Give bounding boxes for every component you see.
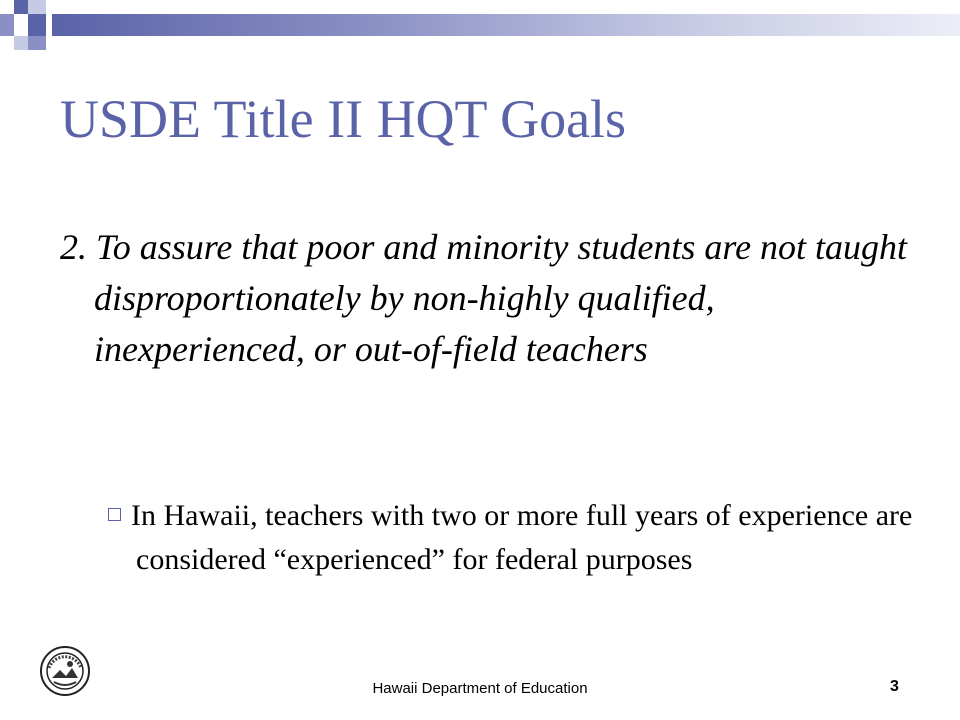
sub-bullet-text: In Hawaii, teachers with two or more full years of experience are considered “experienced” for federal purposes	[131, 499, 913, 576]
decor-square	[0, 14, 14, 36]
footer-org-name: Hawaii Department of Education	[372, 680, 588, 697]
decor-square	[14, 14, 28, 36]
state-seal-icon	[40, 646, 90, 696]
hollow-square-bullet-icon	[108, 508, 121, 521]
decor-square	[14, 0, 28, 14]
sub-bullet-item	[108, 494, 926, 582]
page-number: 3	[890, 678, 899, 695]
slide-title: USDE Title II HQT Goals	[60, 89, 627, 149]
header-gradient-bar	[52, 14, 960, 36]
decor-square	[28, 14, 46, 36]
main-point-text: 2. To assure that poor and minority students are not taught disproportionately by non-highly qualified, inexperienced, or out-of-field teachers	[60, 227, 908, 369]
decor-square	[14, 36, 28, 50]
decor-square	[28, 36, 46, 50]
decor-square	[28, 0, 46, 14]
decor-square	[0, 0, 14, 14]
